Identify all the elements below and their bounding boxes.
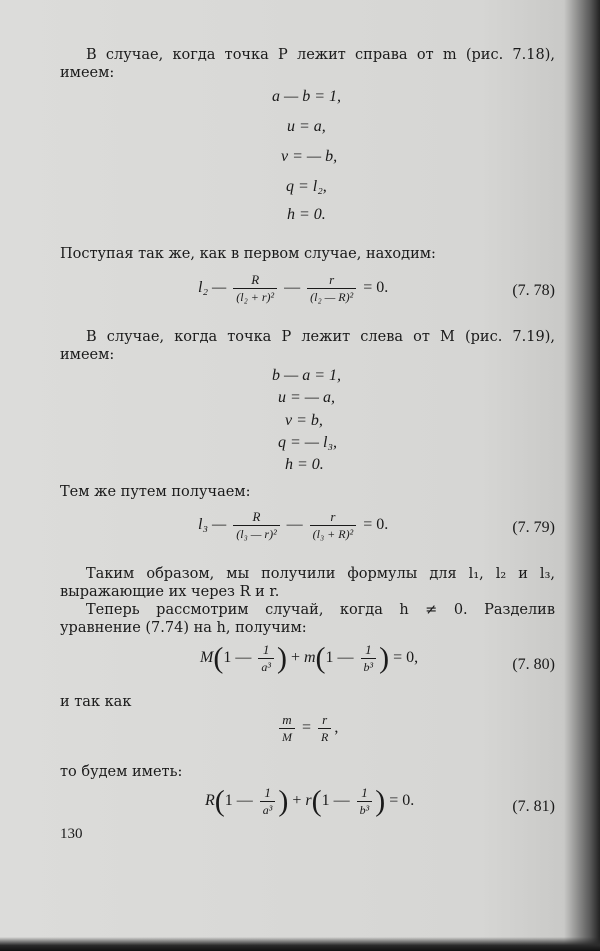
- paren-open: (: [214, 784, 225, 818]
- fraction-numerator: R: [251, 272, 260, 287]
- fraction-denominator: (l₃ — r)²: [233, 525, 279, 542]
- eq81-fraction-1: [260, 785, 276, 818]
- fraction-denominator: M: [279, 728, 295, 745]
- eq80-rhs: = 0,: [393, 649, 419, 667]
- system1-line: a — b = 1,: [272, 88, 342, 105]
- eq78-fraction-2: [307, 272, 356, 305]
- equation-7-79: [198, 509, 388, 542]
- eq78-fraction-1: [233, 272, 277, 305]
- equation-ratio: [276, 712, 338, 745]
- system1-line: q = l₂,: [286, 178, 327, 195]
- eq78-rhs: = 0.: [363, 279, 389, 297]
- system2-line: v = b,: [285, 412, 323, 429]
- paragraph-8: то будем иметь:: [60, 764, 183, 780]
- paren-close: ): [278, 784, 289, 818]
- fraction-numerator: 1: [365, 642, 372, 657]
- ratio-fraction-1: [279, 712, 295, 745]
- eq81-fraction-2: [357, 785, 373, 818]
- fraction-denominator: b³: [361, 658, 377, 675]
- fraction-numerator: 1: [264, 785, 271, 800]
- eq80-part: 1 —: [223, 649, 252, 667]
- fraction-denominator: b³: [357, 801, 373, 818]
- ratio-fraction-2: [318, 712, 331, 745]
- eq79-fraction-2: [310, 509, 357, 542]
- system1-line: v = — b,: [281, 148, 338, 165]
- eq81-term: R: [205, 792, 215, 810]
- eq80-fraction-1: [258, 642, 274, 675]
- paragraph-4: Тем же путем получаем:: [60, 484, 251, 500]
- equation-number-7-78: (7. 78): [512, 282, 555, 299]
- paren-close: ): [276, 641, 287, 675]
- paragraph-5: Таким образом, мы получили формулы для l₁, l₂ и l₃, выражающие их через R и r.: [60, 566, 555, 600]
- fraction-numerator: 1: [361, 785, 368, 800]
- eq80-fraction-2: [361, 642, 377, 675]
- paragraph-7: и так как: [60, 694, 132, 710]
- eq79-lhs: l₃ —: [198, 516, 227, 534]
- equation-7-78: [198, 272, 388, 305]
- fraction-denominator: a³: [258, 658, 274, 675]
- eq81-plus: +: [292, 792, 302, 810]
- eq78-lhs: l₂ —: [198, 279, 227, 297]
- page-number: 130: [60, 826, 83, 842]
- equation-7-80: [200, 642, 418, 675]
- paragraph-3: В случае, когда точка P лежит слева от M (рис. 7.19), имеем:: [60, 329, 555, 363]
- fraction-denominator: (l₃ + R)²: [310, 525, 357, 542]
- paragraph-2: Поступая так же, как в первом случае, находим:: [60, 246, 436, 262]
- equation-7-81: [205, 785, 414, 818]
- fraction-denominator: (l₂ + r)²: [233, 288, 277, 305]
- paren-open: (: [311, 784, 322, 818]
- fraction-numerator: r: [330, 509, 336, 524]
- equation-number-7-81: (7. 81): [512, 798, 555, 815]
- paren-open: (: [213, 641, 224, 675]
- eq79-minus: —: [286, 516, 303, 534]
- fraction-numerator: m: [282, 712, 292, 727]
- paren-open: (: [315, 641, 326, 675]
- ratio-comma: ,: [334, 719, 339, 737]
- eq81-part: 1 —: [224, 792, 253, 810]
- fraction-denominator: a³: [260, 801, 276, 818]
- eq81-part: 1 —: [321, 792, 350, 810]
- equation-number-7-79: (7. 79): [512, 519, 555, 536]
- eq80-part: 1 —: [325, 649, 354, 667]
- fraction-denominator: R: [318, 728, 331, 745]
- system2-line: b — a = 1,: [272, 367, 342, 384]
- fraction-numerator: r: [322, 712, 328, 727]
- fraction-numerator: r: [329, 272, 335, 287]
- paren-close: ): [379, 641, 390, 675]
- eq80-plus: +: [290, 649, 300, 667]
- paragraph-1: В случае, когда точка P лежит справа от m (рис. 7.18), имеем:: [60, 47, 555, 81]
- system1-line: u = a,: [287, 118, 326, 135]
- system2-line: q = — l₃,: [278, 434, 338, 451]
- paren-close: ): [375, 784, 386, 818]
- ratio-equals: =: [302, 719, 312, 737]
- eq78-minus: —: [284, 279, 301, 297]
- eq80-term: m: [303, 649, 316, 667]
- eq80-term: M: [200, 649, 214, 667]
- fraction-numerator: 1: [262, 642, 270, 657]
- system2-line: h = 0.: [285, 456, 324, 473]
- fraction-denominator: (l₂ — R)²: [307, 288, 356, 305]
- eq79-rhs: = 0.: [363, 516, 389, 534]
- paragraph-6: Теперь рассмотрим случай, когда h ≠ 0. Разделив уравнение (7.74) на h, получим:: [60, 602, 555, 636]
- system2-line: u = — a,: [278, 389, 336, 406]
- scan-shadow: [0, 937, 600, 951]
- system1-line: h = 0.: [287, 206, 326, 223]
- eq79-fraction-1: [233, 509, 279, 542]
- eq81-rhs: = 0.: [389, 792, 415, 810]
- fraction-numerator: R: [252, 509, 261, 524]
- equation-number-7-80: (7. 80): [512, 656, 555, 673]
- eq81-term: r: [305, 792, 312, 810]
